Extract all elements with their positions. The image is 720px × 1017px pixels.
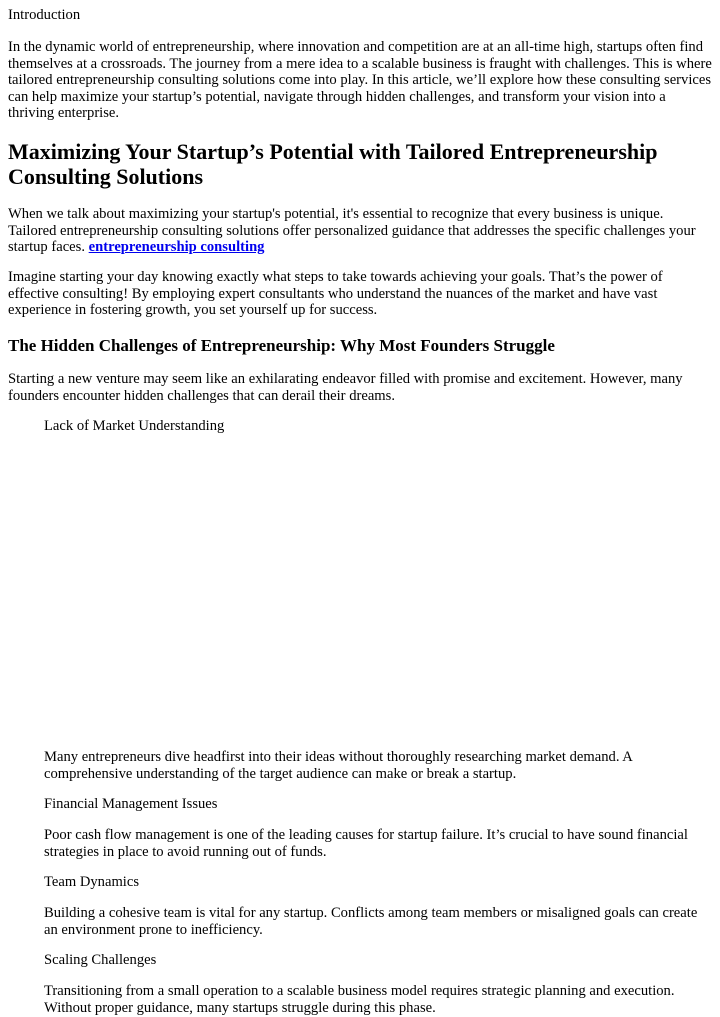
challenge-2-title: Financial Management Issues [44,796,218,812]
section2-heading: The Hidden Challenges of Entrepreneurship: Why Most Founders Struggle [8,336,555,355]
challenge-4-title: Scaling Challenges [44,952,157,968]
challenge-1-title: Lack of Market Understanding [44,418,225,434]
challenge-4-text: Transitioning from a small operation to a scalable business model requires strategic planning and execution. Without proper guidance, many startups struggle during this phase. [44,983,675,1016]
challenge-3-text: Building a cohesive team is vital for any startup. Conflicts among team members or misaligned goals can create an environment prone to inefficiency. [44,905,698,938]
intro-paragraph: In the dynamic world of entrepreneurship, where innovation and competition are at an all-time high, startups often find themselves at a crossroads. The journey from a mere idea to a scalable business is fraught with challenges. This is where tailored entrepreneurship consulting solutions come into play. In this article, we’ll explore how these consulting services can help maximize your startup’s potential, navigate through hidden challenges, and transform your vision into a thriving enterprise. [8,39,712,121]
blank-image-area [44,440,714,740]
section1-paragraph-1 [8,206,714,256]
section1-heading: Maximizing Your Startup’s Potential with Tailored Entrepreneurship Consulting Solutions [8,139,658,189]
challenge-1-text: Many entrepreneurs dive headfirst into their ideas without thoroughly researching market demand. A comprehensive understanding of the target audience can make or break a startup. [44,749,633,782]
section1-paragraph-1-text: When we talk about maximizing your startup's potential, it's essential to recognize that every business is unique. Tailored entrepreneurship consulting solutions offer personalized guidance that addresses the specific challenges your startup faces. [8,206,696,255]
section2-paragraph: Starting a new venture may seem like an exhilarating endeavor filled with promise and excitement. However, many founders encounter hidden challenges that can derail their dreams. [8,371,683,404]
intro-label: Introduction [8,7,81,23]
section1-paragraph-2: Imagine starting your day knowing exactly what steps to take towards achieving your goals. That’s the power of effective consulting! By employing expert consultants who understand the nuances of the market and have vast experience in fostering growth, you set yourself up for success. [8,269,663,318]
entrepreneurship-consulting-link[interactable]: entrepreneurship consulting [88,239,265,255]
challenge-2-text: Poor cash flow management is one of the leading causes for startup failure. It’s crucial to have sound financial strategies in place to avoid running out of funds. [44,827,688,860]
challenge-3-title: Team Dynamics [44,874,140,890]
